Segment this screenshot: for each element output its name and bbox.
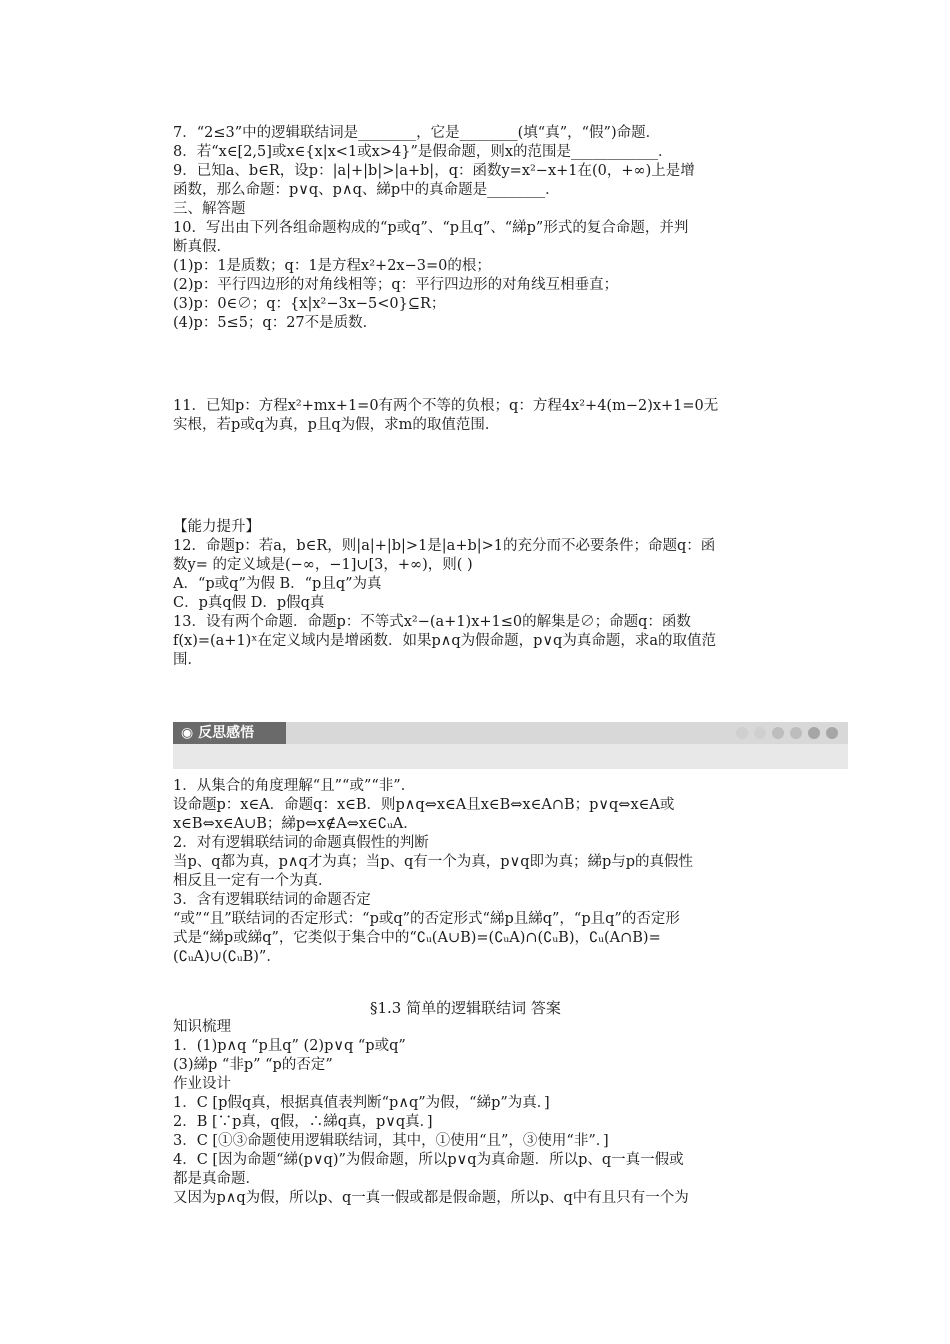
- text-line: (3)p：0∈∅；q：{x|x²−3x−5<0}⊆R；: [173, 296, 446, 312]
- text-line: 12．命题p：若a，b∈R，则|a|+|b|>1是|a+b|>1的充分而不必要条件；命题q：函: [173, 538, 716, 554]
- dot-icon: [790, 727, 802, 739]
- text-line: 实根，若p或q为真，p且q为假，求m的取值范围．: [173, 417, 500, 433]
- text-line: 9．已知a、b∈R，设p：|a|+|b|>|a+b|，q：函数y=x²−x+1在(0，+∞)上是增: [173, 163, 695, 179]
- dot-icon: [772, 727, 784, 739]
- text-line: 设命题p：x∈A．命题q：x∈B．则p∧q⇔x∈A且x∈B⇔x∈A∩B；p∨q⇔x∈A或: [173, 797, 675, 813]
- text-line: 4．C [因为命题“綈(p∨q)”为假命题，所以p∨q为真命题．所以p、q一真一假或: [173, 1152, 684, 1168]
- text-line: 作业设计: [173, 1076, 231, 1092]
- text-line: 式是“綈p或綈q”，它类似于集合中的“∁ᵤ(A∪B)=(∁ᵤA)∩(∁ᵤB)，∁ᵤ(A∩B)=: [173, 930, 661, 946]
- text-line: (3)綈p “非p” “p的否定”: [173, 1057, 333, 1073]
- text-line: (1)p：1是质数；q：1是方程x²+2x−3=0的根；: [173, 258, 491, 274]
- text-line: (2)p：平行四边形的对角线相等；q：平行四边形的对角线互相垂直；: [173, 277, 619, 293]
- text-line: (∁ᵤA)∪(∁ᵤB)”．: [173, 949, 281, 965]
- text-line: f(x)=(a+1)ˣ在定义域内是增函数．如果p∧q为假命题，p∨q为真命题，求a的取值范: [173, 633, 716, 649]
- reflection-banner-label: ◉ 反思感悟: [173, 722, 286, 744]
- text-line: 1．C [p假q真，根据真值表判断“p∧q”为假，“綈p”为真．]: [173, 1095, 550, 1111]
- text-line: 8．若“x∈[2,5]或x∈{x|x<1或x>4}”是假命题，则x的范围是____________．: [173, 144, 673, 160]
- text-line: 又因为p∧q为假，所以p、q一真一假或都是假命题，所以p、q中有且只有一个为: [173, 1190, 689, 1206]
- text-line: C．p真q假 D．p假q真: [173, 595, 325, 611]
- dot-icon: [754, 727, 766, 739]
- text-line: 11．已知p：方程x²+mx+1=0有两个不等的负根；q：方程4x²+4(m−2)x+1=0无: [173, 398, 719, 414]
- text-line: 3．含有逻辑联结词的命题否定: [173, 892, 371, 908]
- text-line: 围．: [173, 652, 202, 668]
- text-line: “或”“且”联结词的否定形式：“p或q”的否定形式“綈p且綈q”，“p且q”的否定形: [173, 911, 680, 927]
- text-line: 2．B [∵p真，q假，∴綈q真，p∨q真．]: [173, 1114, 433, 1130]
- dot-icon: [808, 727, 820, 739]
- answer-section-title: §1.3 简单的逻辑联结词 答案: [370, 999, 561, 1017]
- text-line: 1．从集合的角度理解“且”“或”“非”．: [173, 778, 416, 794]
- text-line: 3．C [①③命题使用逻辑联结词，其中，①使用“且”，③使用“非”．]: [173, 1133, 609, 1149]
- text-line: 函数，那么命题：p∨q、p∧q、綈p中的真命题是________．: [173, 182, 560, 198]
- text-line: 断真假．: [173, 239, 231, 255]
- text-line: 当p、q都为真，p∧q才为真；当p、q有一个为真，p∨q即为真；綈p与p的真假性: [173, 854, 694, 870]
- dot-icon: [736, 727, 748, 739]
- decorative-dots: [736, 727, 838, 739]
- text-line: 相反且一定有一个为真．: [173, 873, 333, 889]
- text-line: 1．(1)p∧q “p且q” (2)p∨q “p或q”: [173, 1038, 406, 1054]
- text-line: 数y= 的定义域是(−∞，−1]∪[3，+∞)，则( ): [173, 557, 473, 573]
- text-line: 10．写出由下列各组命题构成的“p或q”、“p且q”、“綈p”形式的复合命题，并判: [173, 220, 689, 236]
- text-line: x∈B⇔x∈A∪B；綈p⇔x∉A⇔x∈∁ᵤA．: [173, 816, 418, 832]
- text-line: 【能力提升】: [173, 519, 260, 535]
- text-line: 2．对有逻辑联结词的命题真假性的判断: [173, 835, 429, 851]
- text-line: 三、解答题: [173, 201, 246, 217]
- text-line: 13．设有两个命题．命题p：不等式x²−(a+1)x+1≤0的解集是∅；命题q：函数: [173, 614, 691, 630]
- text-line: 7．“2≤3”中的逻辑联结词是________，它是________(填“真”，“假”)命题．: [173, 125, 661, 141]
- text-line: (4)p：5≤5；q：27不是质数．: [173, 315, 378, 331]
- text-line: 知识梳理: [173, 1019, 231, 1035]
- text-line: 都是真命题．: [173, 1171, 260, 1187]
- text-line: A．“p或q”为假 B．“p且q”为真: [173, 576, 382, 592]
- reflection-banner: [173, 722, 848, 769]
- dot-icon: [826, 727, 838, 739]
- banner-strip: [286, 722, 848, 744]
